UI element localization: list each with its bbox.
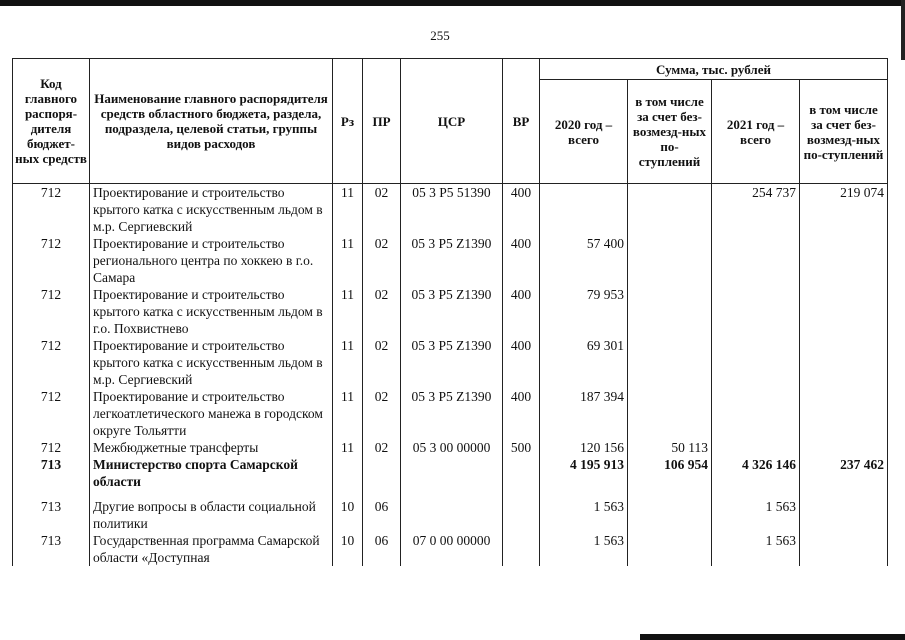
vr-cell: 400 <box>503 184 540 236</box>
vr-cell: 400 <box>503 388 540 439</box>
header-csr: ЦСР <box>401 59 503 184</box>
sum-2020-free-cell: 50 113 <box>628 439 712 456</box>
table-row <box>13 337 888 388</box>
pr-cell <box>363 456 401 490</box>
rz-cell: 11 <box>333 184 363 236</box>
rz-cell: 11 <box>333 388 363 439</box>
vr-cell: 400 <box>503 286 540 337</box>
pr-cell: 02 <box>363 184 401 236</box>
pr-cell: 02 <box>363 388 401 439</box>
csr-cell: 05 3 P5 51390 <box>401 184 503 236</box>
scan-right-edge <box>901 0 905 60</box>
vr-cell <box>503 456 540 490</box>
header-pr: ПР <box>363 59 401 184</box>
table-header <box>13 59 888 184</box>
name-cell: Проектирование и строительство легкоатлетического манежа в городском округе Тольятти <box>90 388 333 439</box>
sum-2020-free-cell: 106 954 <box>628 456 712 490</box>
code-cell: 713 <box>13 456 90 490</box>
name-cell: Государственная программа Самарской области «Доступная <box>90 532 333 566</box>
sum-2020-cell: 69 301 <box>540 337 628 388</box>
sum-2021-free-cell <box>800 337 888 388</box>
pr-cell: 06 <box>363 532 401 566</box>
code-cell: 712 <box>13 235 90 286</box>
header-code: Код главного распоря-дителя бюджет-ных средств <box>13 59 90 184</box>
sum-2020-cell: 1 563 <box>540 490 628 532</box>
pr-cell: 02 <box>363 337 401 388</box>
name-cell: Проектирование и строительство крытого катка с искусственным льдом в м.р. Сергиевский <box>90 337 333 388</box>
sum-2021-free-cell <box>800 439 888 456</box>
rz-cell: 11 <box>333 337 363 388</box>
sum-2021-free-cell <box>800 235 888 286</box>
table-row <box>13 490 888 532</box>
vr-cell <box>503 490 540 532</box>
rz-cell: 11 <box>333 235 363 286</box>
pr-cell: 06 <box>363 490 401 532</box>
header-rz: Рз <box>333 59 363 184</box>
sum-2021-cell <box>712 235 800 286</box>
sum-2021-cell: 1 563 <box>712 532 800 566</box>
sum-2021-free-cell <box>800 286 888 337</box>
table-row <box>13 235 888 286</box>
csr-cell: 05 3 P5 Z1390 <box>401 388 503 439</box>
header-sum: Сумма, тыс. рублей <box>540 59 888 80</box>
pr-cell: 02 <box>363 235 401 286</box>
page-number: 255 <box>430 28 450 43</box>
rz-cell <box>333 456 363 490</box>
csr-cell: 05 3 P5 Z1390 <box>401 286 503 337</box>
sum-2020-free-cell <box>628 337 712 388</box>
table-row <box>13 456 888 490</box>
header-2021-free: в том числе за счет без-возмезд-ных по-ступлений <box>800 80 888 184</box>
sum-2020-free-cell <box>628 388 712 439</box>
name-cell: Проектирование и строительство регионального центра по хоккею в г.о. Самара <box>90 235 333 286</box>
sum-2020-free-cell <box>628 532 712 566</box>
sum-2021-cell <box>712 439 800 456</box>
header-2020-total: 2020 год – всего <box>540 80 628 184</box>
rz-cell: 11 <box>333 439 363 456</box>
name-cell: Проектирование и строительство крытого катка с искусственным льдом в м.р. Сергиевский <box>90 184 333 236</box>
header-vr: ВР <box>503 59 540 184</box>
sum-2021-cell: 4 326 146 <box>712 456 800 490</box>
sum-2020-cell: 4 195 913 <box>540 456 628 490</box>
sum-2021-free-cell <box>800 532 888 566</box>
sum-2021-free-cell <box>800 490 888 532</box>
csr-cell: 05 3 P5 Z1390 <box>401 337 503 388</box>
name-cell: Министерство спорта Самарской области <box>90 456 333 490</box>
sum-2020-cell: 120 156 <box>540 439 628 456</box>
code-cell: 713 <box>13 532 90 566</box>
name-cell: Межбюджетные трансферты <box>90 439 333 456</box>
vr-cell: 500 <box>503 439 540 456</box>
rz-cell: 11 <box>333 286 363 337</box>
csr-cell: 05 3 00 00000 <box>401 439 503 456</box>
table-row <box>13 532 888 566</box>
csr-cell <box>401 490 503 532</box>
code-cell: 712 <box>13 286 90 337</box>
code-cell: 712 <box>13 184 90 236</box>
sum-2021-cell <box>712 337 800 388</box>
sum-2020-free-cell <box>628 235 712 286</box>
sum-2021-cell: 1 563 <box>712 490 800 532</box>
csr-cell <box>401 456 503 490</box>
sum-2020-cell: 187 394 <box>540 388 628 439</box>
name-cell: Проектирование и строительство крытого катка с искусственным льдом в г.о. Похвистнево <box>90 286 333 337</box>
csr-cell: 07 0 00 00000 <box>401 532 503 566</box>
header-2021-total: 2021 год – всего <box>712 80 800 184</box>
pr-cell: 02 <box>363 286 401 337</box>
table-body <box>13 184 888 567</box>
sum-2021-free-cell <box>800 388 888 439</box>
sum-2020-free-cell <box>628 184 712 236</box>
code-cell: 713 <box>13 490 90 532</box>
sum-2020-cell: 79 953 <box>540 286 628 337</box>
header-2020-free: в том числе за счет без-возмезд-ных по-ступлений <box>628 80 712 184</box>
sum-2020-cell: 57 400 <box>540 235 628 286</box>
sum-2021-cell <box>712 388 800 439</box>
sum-2020-free-cell <box>628 286 712 337</box>
scan-top-edge <box>0 0 905 6</box>
table-row <box>13 184 888 236</box>
sum-2020-cell: 1 563 <box>540 532 628 566</box>
sum-2020-cell <box>540 184 628 236</box>
rz-cell: 10 <box>333 490 363 532</box>
code-cell: 712 <box>13 388 90 439</box>
scan-bottom-edge <box>640 634 905 640</box>
code-cell: 712 <box>13 439 90 456</box>
table-row <box>13 439 888 456</box>
csr-cell: 05 3 P5 Z1390 <box>401 235 503 286</box>
header-name: Наименование главного распорядителя средств областного бюджета, раздела, подраздела, целевой статьи, группы видов расходов <box>90 59 333 184</box>
pr-cell: 02 <box>363 439 401 456</box>
vr-cell <box>503 532 540 566</box>
sum-2020-free-cell <box>628 490 712 532</box>
name-cell: Другие вопросы в области социальной политики <box>90 490 333 532</box>
vr-cell: 400 <box>503 337 540 388</box>
sum-2021-free-cell: 219 074 <box>800 184 888 236</box>
sum-2021-free-cell: 237 462 <box>800 456 888 490</box>
budget-table <box>12 58 888 566</box>
vr-cell: 400 <box>503 235 540 286</box>
sum-2021-cell: 254 737 <box>712 184 800 236</box>
table-row <box>13 286 888 337</box>
sum-2021-cell <box>712 286 800 337</box>
table-row <box>13 388 888 439</box>
code-cell: 712 <box>13 337 90 388</box>
rz-cell: 10 <box>333 532 363 566</box>
